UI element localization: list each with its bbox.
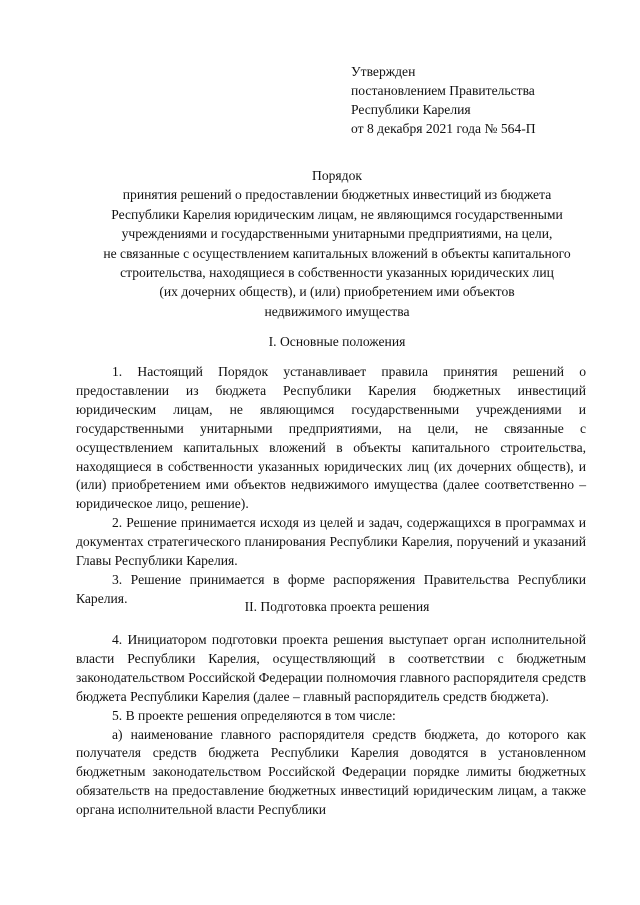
approval-line-approved: Утвержден bbox=[351, 64, 416, 79]
section-2-body bbox=[76, 631, 586, 820]
paragraph-5a: а) наименование главного распорядителя средств бюджета, до которого как получателя средств бюджета Республики Карелия доводятся в установленном бюджетным законодательством Российской Федерации порядке лимиты бюджетных обязательств на предоставление бюджетных инвестиций юридическим лицам, а также органа исполнительной власти Республики bbox=[76, 726, 586, 818]
paragraph-2: 2. Решение принимается исходя из целей и задач, содержащихся в программах и документах стратегического планирования Республики Карелия, поручений и указаний Главы Республики Карелия. bbox=[76, 515, 586, 569]
paragraph-5: 5. В проекте решения определяются в том числе: bbox=[112, 707, 396, 723]
title-line: не связанные с осуществлением капитальных вложений в объекты капитального bbox=[103, 245, 571, 261]
paragraph-1: 1. Настоящий Порядок устанавливает правила принятия решений о предоставлении из бюджета Республики Карелия бюджетных инвестиций юридическим лицам, не являющимся государственными учреждениями и государственными унитарными предприятиями, на цели, не связанные с осуществлением капитальных вложений в объекты капитального строительства, находящиеся в собственности указанных юридических лиц (их дочерних обществ), и (или) приобретением ими объектов недвижимого имущества (далее соответственно – юридическое лицо, решение). bbox=[76, 364, 586, 512]
section-1-title: I. Основные положения bbox=[268, 334, 406, 349]
approval-line-date: от 8 декабря 2021 года № 564-П bbox=[351, 121, 536, 136]
title-line: строительства, находящиеся в собственности указанных юридических лиц bbox=[120, 265, 554, 281]
paragraph-3: 3. Решение принимается в форме распоряжения Правительства Республики Карелия. bbox=[76, 571, 586, 606]
paragraph-4: 4. Инициатором подготовки проекта решения выступает орган исполнительной власти Республики Карелия, осуществляющий в соответствии с бюджетным законодательством Российской Федерации полномочия главного распорядителя средств бюджета Республики Карелия (далее – главный распорядитель средств бюджета). bbox=[76, 632, 586, 704]
title-line: недвижимого имущества bbox=[264, 303, 410, 319]
title-line: принятия решений о предоставлении бюджетных инвестиций из бюджета bbox=[122, 187, 552, 203]
title-line: (их дочерних обществ), и (или) приобретением ими объектов bbox=[159, 284, 515, 300]
title-line: Республики Карелия юридическим лицам, не являющимся государственными bbox=[111, 206, 563, 222]
approval-stamp bbox=[351, 62, 611, 138]
title-line: учреждениями и государственными унитарными предприятиями, на цели, bbox=[121, 226, 553, 242]
document-title bbox=[72, 166, 602, 321]
title-heading: Порядок bbox=[312, 168, 362, 183]
approval-line-republic: Республики Карелия bbox=[351, 102, 471, 117]
section-2-title: II. Подготовка проекта решения bbox=[244, 599, 430, 614]
section-1-body bbox=[76, 363, 586, 609]
approval-line-resolution: постановлением Правительства bbox=[351, 83, 535, 98]
